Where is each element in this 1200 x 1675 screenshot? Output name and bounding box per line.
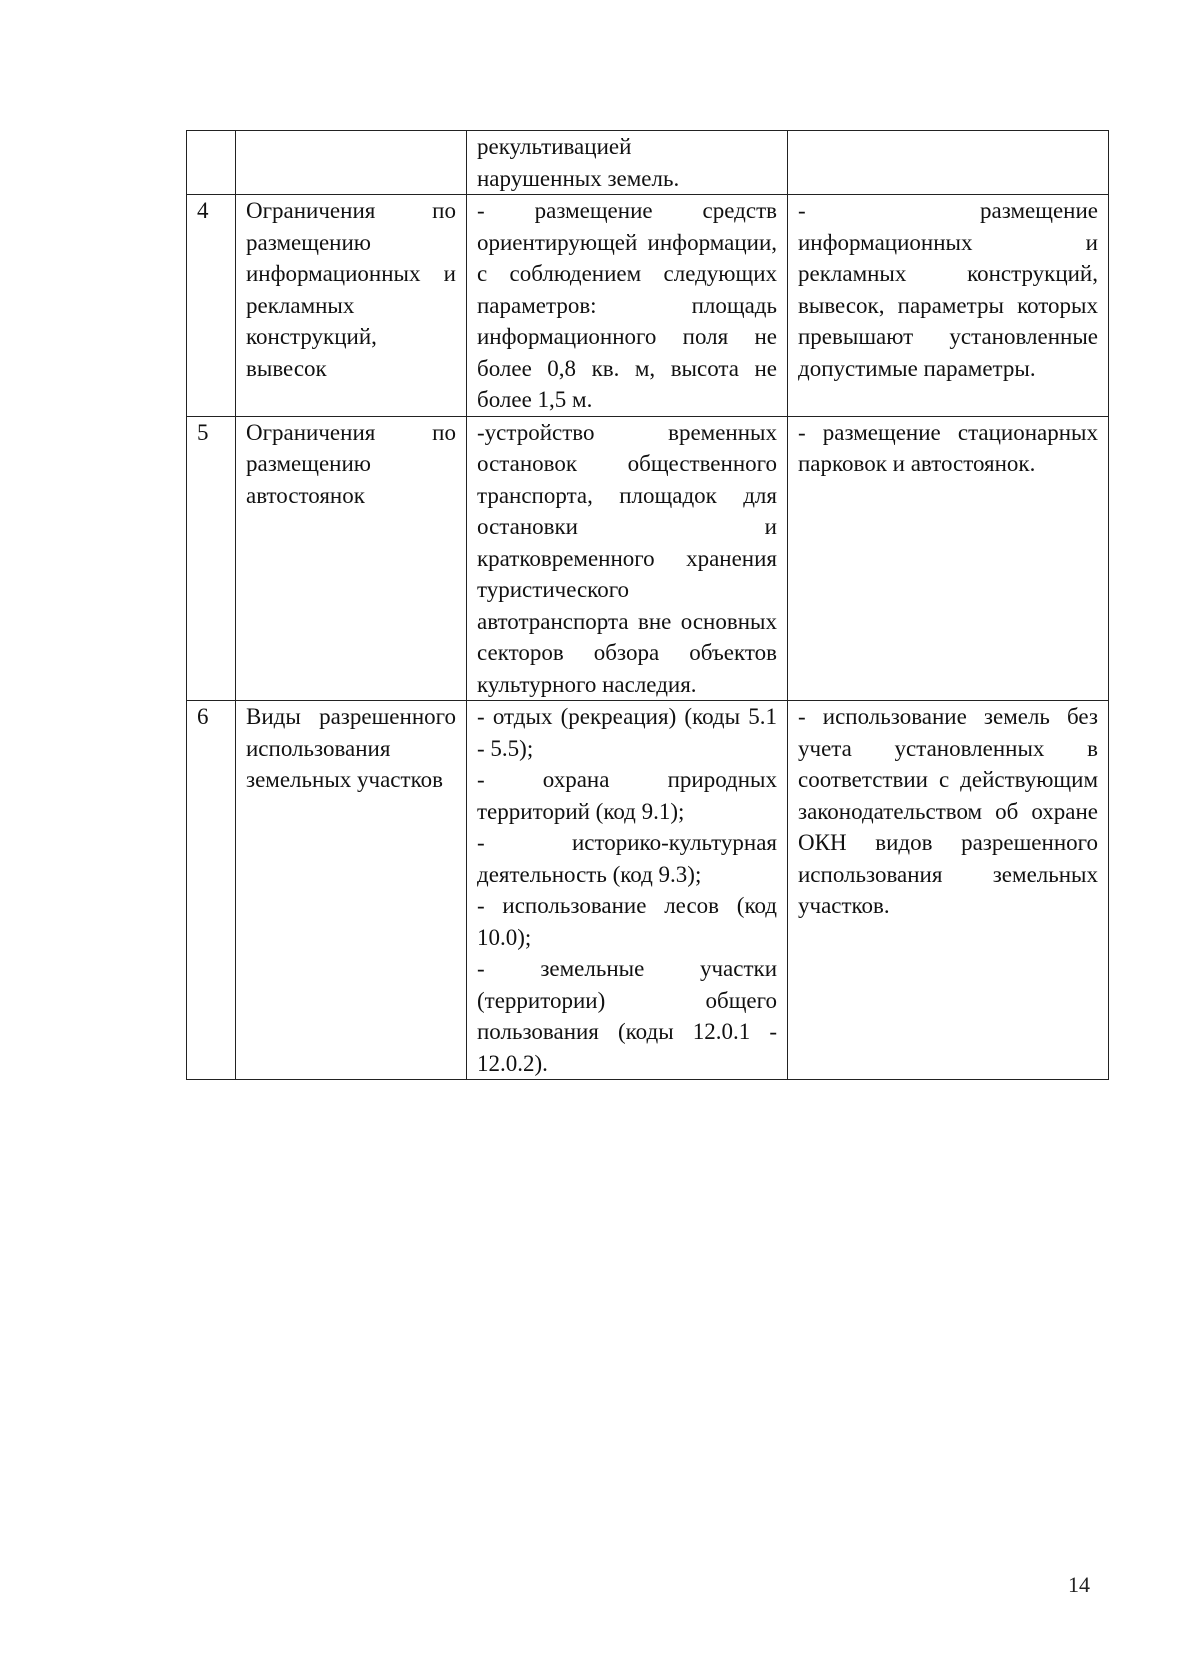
prohibited-cell bbox=[788, 131, 1109, 195]
row-number-cell: 4 bbox=[187, 195, 236, 417]
table-row bbox=[187, 131, 1109, 195]
row-number-cell: 6 bbox=[187, 701, 236, 1080]
restriction-name-cell: Виды разрешенного использования земельных участков bbox=[236, 701, 467, 1080]
table-row bbox=[187, 416, 1109, 701]
row-number-cell: 5 bbox=[187, 416, 236, 701]
prohibited-cell: - использование земель без учета установленных в соответствии с действующим законодательством об охране ОКН видов разрешенного использования земельных участков. bbox=[788, 701, 1109, 1080]
table-row bbox=[187, 195, 1109, 417]
allowed-cell: рекультивацией нарушенных земель. bbox=[467, 131, 788, 195]
allowed-cell: -устройство временных остановок общественного транспорта, площадок для остановки и кратковременного хранения туристического автотранспорта вне основных секторов обзора объектов культурного наследия. bbox=[467, 416, 788, 701]
table-row bbox=[187, 701, 1109, 1080]
prohibited-cell: - размещение стационарных парковок и автостоянок. bbox=[788, 416, 1109, 701]
prohibited-cell: - размещение информационных и рекламных конструкций, вывесок, параметры которых превышают установленные допустимые параметры. bbox=[788, 195, 1109, 417]
allowed-cell: - размещение средств ориентирующей информации, с соблюдением следующих параметров: площадь информационного поля не более 0,8 кв. м, высота не более 1,5 м. bbox=[467, 195, 788, 417]
restriction-name-cell bbox=[236, 131, 467, 195]
restriction-name-cell: Ограничения по размещению автостоянок bbox=[236, 416, 467, 701]
allowed-cell: - отдых (рекреация) (коды 5.1 - 5.5); - охрана природных территорий (код 9.1); - историко-культурная деятельность (код 9.3); - использование лесов (код 10.0); - земельные участки (территории) общего пользования (коды 12.0.1 - 12.0.2). bbox=[467, 701, 788, 1080]
restrictions-table bbox=[186, 130, 1109, 1080]
row-number-cell bbox=[187, 131, 236, 195]
restriction-name-cell: Ограничения по размещению информационных и рекламных конструкций, вывесок bbox=[236, 195, 467, 417]
page-number: 14 bbox=[1068, 1572, 1090, 1597]
